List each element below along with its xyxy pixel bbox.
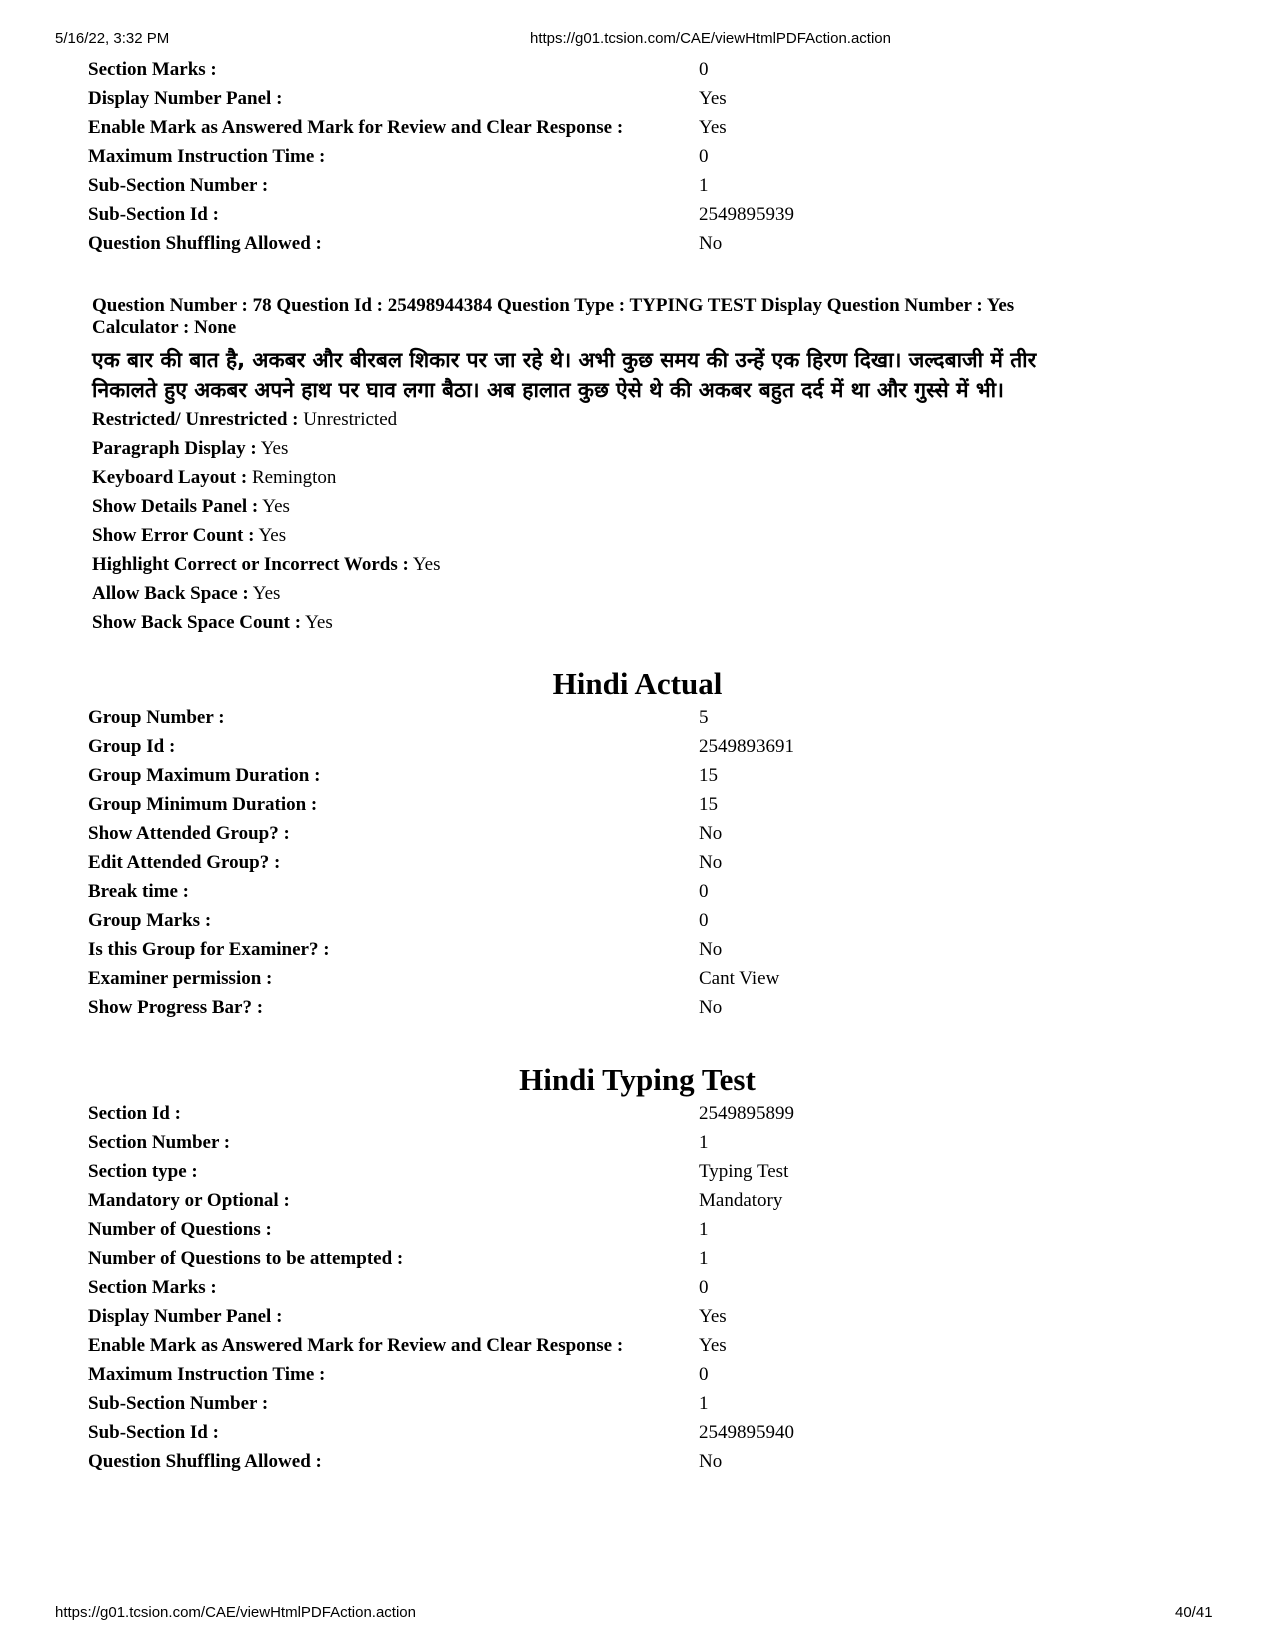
field-value: Yes bbox=[699, 1335, 727, 1356]
field-value: No bbox=[699, 997, 723, 1018]
table-row bbox=[88, 1360, 1188, 1389]
question-paragraph bbox=[92, 345, 1172, 405]
field-label: Question Shuffling Allowed : bbox=[88, 233, 322, 254]
field-label: Question Shuffling Allowed : bbox=[88, 1451, 322, 1472]
table-row bbox=[88, 55, 1188, 84]
table-row bbox=[88, 703, 1188, 732]
field-label: Maximum Instruction Time : bbox=[88, 1364, 326, 1385]
field-label: Group Number : bbox=[88, 707, 225, 728]
field-label: Enable Mark as Answered Mark for Review and Clear Response : bbox=[88, 117, 624, 138]
property-value: Yes bbox=[260, 438, 289, 459]
property-row bbox=[92, 608, 441, 637]
field-value: No bbox=[699, 939, 723, 960]
table-row bbox=[88, 819, 1188, 848]
field-value: No bbox=[699, 233, 723, 254]
field-value: Mandatory bbox=[699, 1190, 783, 1211]
table-row bbox=[88, 229, 1188, 258]
field-label: Number of Questions to be attempted : bbox=[88, 1248, 404, 1269]
field-value: 2549895940 bbox=[699, 1422, 794, 1443]
section-table bbox=[88, 1099, 1188, 1476]
field-label: Group Id : bbox=[88, 736, 176, 757]
question-header-line1: Question Number : 78 Question Id : 25498944384 Question Type : TYPING TEST Display Question Number : Yes bbox=[92, 295, 1015, 316]
table-row bbox=[88, 732, 1188, 761]
property-value: Yes bbox=[262, 496, 290, 517]
field-value: 0 bbox=[699, 881, 709, 902]
field-value: No bbox=[699, 852, 723, 873]
field-label: Group Marks : bbox=[88, 910, 212, 931]
group-title: Hindi Actual bbox=[552, 666, 723, 701]
property-value: Yes bbox=[412, 554, 441, 575]
field-label: Display Number Panel : bbox=[88, 88, 283, 109]
table-row bbox=[88, 935, 1188, 964]
property-value: Yes bbox=[305, 612, 333, 633]
property-label: Show Back Space Count : bbox=[92, 612, 302, 633]
field-label: Sub-Section Id : bbox=[88, 1422, 219, 1443]
field-value: 5 bbox=[699, 707, 709, 728]
field-value: Yes bbox=[699, 1306, 727, 1327]
table-row bbox=[88, 906, 1188, 935]
field-value: No bbox=[699, 823, 723, 844]
table-row bbox=[88, 1418, 1188, 1447]
field-label: Show Attended Group? : bbox=[88, 823, 290, 844]
table-row bbox=[88, 200, 1188, 229]
paragraph-line1: एक बार की बात है, अकबर और बीरबल शिकार पर जा रहे थे। अभी कुछ समय की उन्हें एक हिरण दिखा। जल्दबाजी में तीर bbox=[92, 348, 1037, 372]
field-value: Typing Test bbox=[699, 1161, 789, 1182]
field-value: Yes bbox=[699, 117, 727, 138]
property-label: Show Details Panel : bbox=[92, 496, 259, 517]
property-label: Restricted/ Unrestricted : bbox=[92, 409, 299, 430]
table-row bbox=[88, 1389, 1188, 1418]
property-row bbox=[92, 434, 441, 463]
print-url: https://g01.tcsion.com/CAE/viewHtmlPDFAction.action bbox=[530, 30, 891, 47]
table-row bbox=[88, 1186, 1188, 1215]
field-label: Group Minimum Duration : bbox=[88, 794, 318, 815]
field-label: Sub-Section Id : bbox=[88, 204, 219, 225]
field-label: Display Number Panel : bbox=[88, 1306, 283, 1327]
field-label: Maximum Instruction Time : bbox=[88, 146, 326, 167]
property-value: Unrestricted bbox=[303, 409, 398, 430]
table-row bbox=[88, 761, 1188, 790]
table-row bbox=[88, 1331, 1188, 1360]
field-value: 2549895899 bbox=[699, 1103, 794, 1124]
property-row bbox=[92, 463, 441, 492]
field-label: Section Marks : bbox=[88, 59, 217, 80]
question-header-line2: Calculator : None bbox=[92, 317, 237, 338]
field-label: Mandatory or Optional : bbox=[88, 1190, 290, 1211]
property-row bbox=[92, 405, 441, 434]
property-row bbox=[92, 579, 441, 608]
field-value: 0 bbox=[699, 146, 709, 167]
table-row bbox=[88, 1273, 1188, 1302]
table-row bbox=[88, 993, 1188, 1022]
field-value: 15 bbox=[699, 794, 718, 815]
field-value: 1 bbox=[699, 175, 709, 196]
field-value: Cant View bbox=[699, 968, 780, 989]
section-title: Hindi Typing Test bbox=[519, 1062, 756, 1097]
field-value: 0 bbox=[699, 1364, 709, 1385]
field-value: 1 bbox=[699, 1132, 709, 1153]
table-row bbox=[88, 964, 1188, 993]
field-value: Yes bbox=[699, 88, 727, 109]
field-label: Section Marks : bbox=[88, 1277, 217, 1298]
field-label: Break time : bbox=[88, 881, 189, 902]
question-properties bbox=[92, 405, 441, 637]
table-row bbox=[88, 1215, 1188, 1244]
property-label: Keyboard Layout : bbox=[92, 467, 248, 488]
field-value: 0 bbox=[699, 59, 709, 80]
group-table bbox=[88, 703, 1188, 1022]
property-value: Remington bbox=[251, 467, 337, 488]
field-label: Enable Mark as Answered Mark for Review and Clear Response : bbox=[88, 1335, 624, 1356]
table-row bbox=[88, 877, 1188, 906]
print-datetime: 5/16/22, 3:32 PM bbox=[55, 30, 170, 47]
field-value: 0 bbox=[699, 1277, 709, 1298]
property-row bbox=[92, 492, 441, 521]
table-row bbox=[88, 171, 1188, 200]
field-value: 15 bbox=[699, 765, 718, 786]
property-label: Highlight Correct or Incorrect Words : bbox=[92, 554, 409, 575]
field-value: 2549893691 bbox=[699, 736, 794, 757]
table-row bbox=[88, 1157, 1188, 1186]
field-label: Section Id : bbox=[88, 1103, 181, 1124]
field-value: 2549895939 bbox=[699, 204, 794, 225]
paragraph-line2: निकालते हुए अकबर अपने हाथ पर घाव लगा बैठा। अब हालात कुछ ऐसे थे की अकबर बहुत दर्द में था और गुस्से में भी। bbox=[92, 378, 1004, 402]
property-row bbox=[92, 550, 441, 579]
question-header bbox=[92, 295, 1152, 339]
field-label: Section Number : bbox=[88, 1132, 231, 1153]
field-label: Sub-Section Number : bbox=[88, 1393, 269, 1414]
table-row bbox=[88, 142, 1188, 171]
table-row bbox=[88, 1302, 1188, 1331]
property-label: Paragraph Display : bbox=[92, 438, 257, 459]
table-row bbox=[88, 1099, 1188, 1128]
property-label: Show Error Count : bbox=[92, 525, 255, 546]
field-value: 1 bbox=[699, 1248, 709, 1269]
table-row bbox=[88, 848, 1188, 877]
field-label: Is this Group for Examiner? : bbox=[88, 939, 330, 960]
table-row bbox=[88, 1128, 1188, 1157]
table-row bbox=[88, 113, 1188, 142]
top-section-table bbox=[88, 55, 1188, 258]
property-row bbox=[92, 521, 441, 550]
field-label: Sub-Section Number : bbox=[88, 175, 269, 196]
field-label: Number of Questions : bbox=[88, 1219, 272, 1240]
property-label: Allow Back Space : bbox=[92, 583, 249, 604]
field-label: Show Progress Bar? : bbox=[88, 997, 264, 1018]
field-label: Group Maximum Duration : bbox=[88, 765, 321, 786]
field-value: 1 bbox=[699, 1393, 709, 1414]
table-row bbox=[88, 1244, 1188, 1273]
field-label: Section type : bbox=[88, 1161, 198, 1182]
field-label: Examiner permission : bbox=[88, 968, 273, 989]
field-value: No bbox=[699, 1451, 723, 1472]
property-value: Yes bbox=[252, 583, 281, 604]
field-value: 1 bbox=[699, 1219, 709, 1240]
field-value: 0 bbox=[699, 910, 709, 931]
footer-url: https://g01.tcsion.com/CAE/viewHtmlPDFAction.action bbox=[55, 1604, 416, 1621]
table-row bbox=[88, 790, 1188, 819]
table-row bbox=[88, 84, 1188, 113]
field-label: Edit Attended Group? : bbox=[88, 852, 281, 873]
table-row bbox=[88, 1447, 1188, 1476]
property-value: Yes bbox=[258, 525, 287, 546]
page-number: 40/41 bbox=[1175, 1604, 1213, 1621]
